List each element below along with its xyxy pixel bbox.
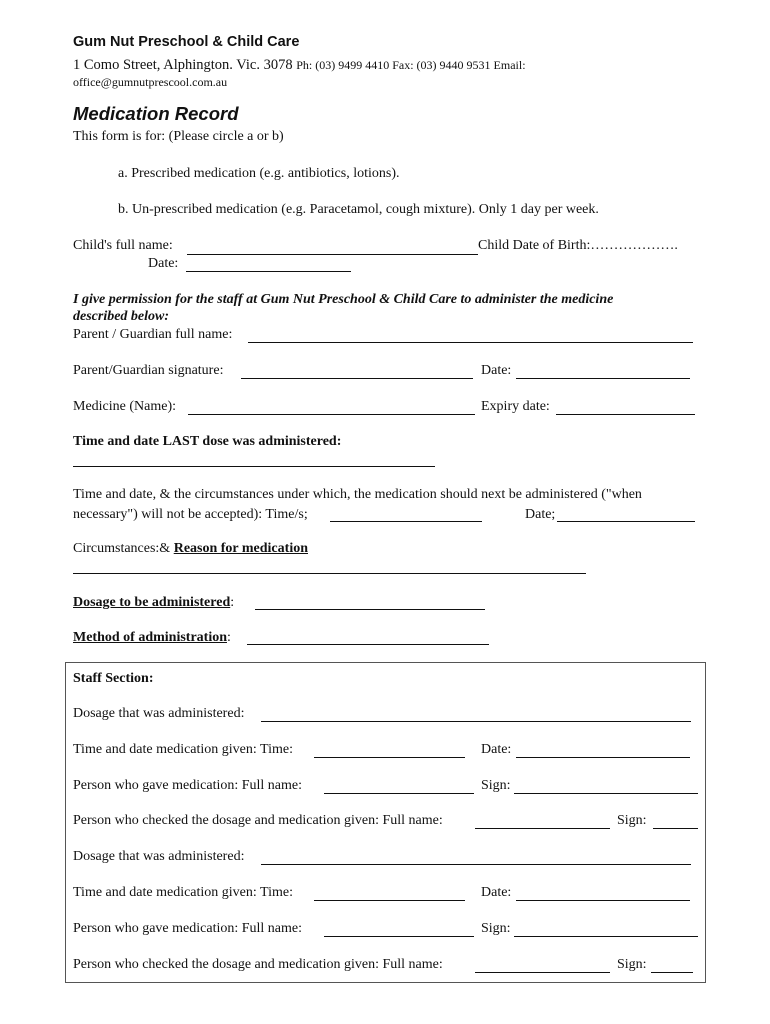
next-dose-text-2: necessary") will not be accepted): Time/s; <box>73 507 308 522</box>
staff-gave-label-2: Person who gave medication: Full name: <box>73 921 303 936</box>
date-label: Date: <box>148 256 179 271</box>
staff-section-title: Staff Section: <box>73 671 154 686</box>
date-field[interactable] <box>186 271 351 272</box>
staff-gave-field-2[interactable] <box>324 936 474 937</box>
staff-gave-field-1[interactable] <box>324 793 474 794</box>
dosage-field[interactable] <box>255 609 485 610</box>
staff-date-label-1: Date: <box>481 742 512 757</box>
staff-checked-field-2[interactable] <box>475 972 610 973</box>
child-name-field[interactable] <box>187 254 478 255</box>
method-label: Method of administration <box>73 630 227 645</box>
staff-checked-sign-label-2: Sign: <box>617 957 647 972</box>
staff-dosage-label-2: Dosage that was administered: <box>73 849 245 864</box>
staff-time-field-1[interactable] <box>314 757 465 758</box>
staff-gave-label-1: Person who gave medication: Full name: <box>73 778 303 793</box>
staff-date-field-1[interactable] <box>516 757 690 758</box>
staff-time-label-1: Time and date medication given: Time: <box>73 742 293 757</box>
staff-sign-label-2: Sign: <box>481 921 511 936</box>
staff-date-field-2[interactable] <box>516 900 690 901</box>
guardian-name-label: Parent / Guardian full name: <box>73 327 233 342</box>
guardian-date-field[interactable] <box>516 378 690 379</box>
form-title: Medication Record <box>73 103 239 124</box>
medicine-label: Medicine (Name): <box>73 399 177 414</box>
child-name-label: Child's full name: <box>73 238 173 253</box>
circumstances-row <box>73 541 308 557</box>
circumstances-field[interactable] <box>73 573 586 574</box>
method-colon: : <box>227 630 231 645</box>
staff-time-field-2[interactable] <box>314 900 465 901</box>
staff-date-label-2: Date: <box>481 885 512 900</box>
staff-checked-field-1[interactable] <box>475 828 610 829</box>
guardian-date-label: Date: <box>481 363 512 378</box>
permission-text-1: I give permission for the staff at Gum Nut Preschool & Child Care to administer the medicine <box>73 292 614 307</box>
last-dose-label: Time and date LAST dose was administered: <box>73 434 342 449</box>
staff-checked-sign-field-2[interactable] <box>651 972 693 973</box>
permission-text-2: described below: <box>73 309 170 324</box>
child-dob-label: Child Date of Birth:………………. <box>478 238 678 253</box>
staff-sign-field-2[interactable] <box>514 936 698 937</box>
org-email: office@gumnutprescool.com.au <box>73 75 228 89</box>
reason-label: Reason for medication <box>173 541 308 556</box>
method-field[interactable] <box>247 644 489 645</box>
dosage-row <box>73 595 234 611</box>
org-name: Gum Nut Preschool & Child Care <box>73 34 300 50</box>
next-dose-time-field[interactable] <box>330 521 482 522</box>
staff-sign-field-1[interactable] <box>514 793 698 794</box>
next-dose-date-label: Date; <box>525 507 556 522</box>
org-address <box>73 57 526 74</box>
next-dose-date-field[interactable] <box>557 521 695 522</box>
next-dose-text-1: Time and date, & the circumstances under which, the medication should next be administered ("when <box>73 487 642 502</box>
staff-time-label-2: Time and date medication given: Time: <box>73 885 293 900</box>
dosage-label: Dosage to be administered <box>73 595 231 610</box>
staff-dosage-field-1[interactable] <box>261 721 691 722</box>
expiry-field[interactable] <box>556 414 695 415</box>
staff-checked-label-1: Person who checked the dosage and medication given: Full name: <box>73 813 443 828</box>
guardian-name-field[interactable] <box>248 342 693 343</box>
staff-checked-sign-field-1[interactable] <box>653 828 698 829</box>
staff-dosage-field-2[interactable] <box>261 864 691 865</box>
staff-checked-sign-label-1: Sign: <box>617 813 647 828</box>
staff-sign-label-1: Sign: <box>481 778 511 793</box>
method-row <box>73 630 231 646</box>
staff-checked-label-2: Person who checked the dosage and medication given: Full name: <box>73 957 443 972</box>
circumstances-label: Circumstances:& <box>73 541 171 556</box>
option-a[interactable]: a. Prescribed medication (e.g. antibiotics, lotions). <box>118 166 400 181</box>
option-b[interactable]: b. Un-prescribed medication (e.g. Paracetamol, cough mixture). Only 1 day per week. <box>118 202 599 217</box>
medicine-field[interactable] <box>188 414 475 415</box>
guardian-signature-field[interactable] <box>241 378 473 379</box>
address-text: 1 Como Street, Alphington. Vic. 3078 <box>73 57 293 73</box>
guardian-sig-label: Parent/Guardian signature: <box>73 363 224 378</box>
contact-text: Ph: (03) 9499 4410 Fax: (03) 9440 9531 Email: <box>296 58 526 72</box>
dosage-colon: : <box>230 595 235 610</box>
last-dose-field[interactable] <box>73 466 435 467</box>
expiry-label: Expiry date: <box>481 399 550 414</box>
form-for-text: This form is for: (Please circle a or b) <box>73 129 284 144</box>
staff-dosage-label-1: Dosage that was administered: <box>73 706 245 721</box>
